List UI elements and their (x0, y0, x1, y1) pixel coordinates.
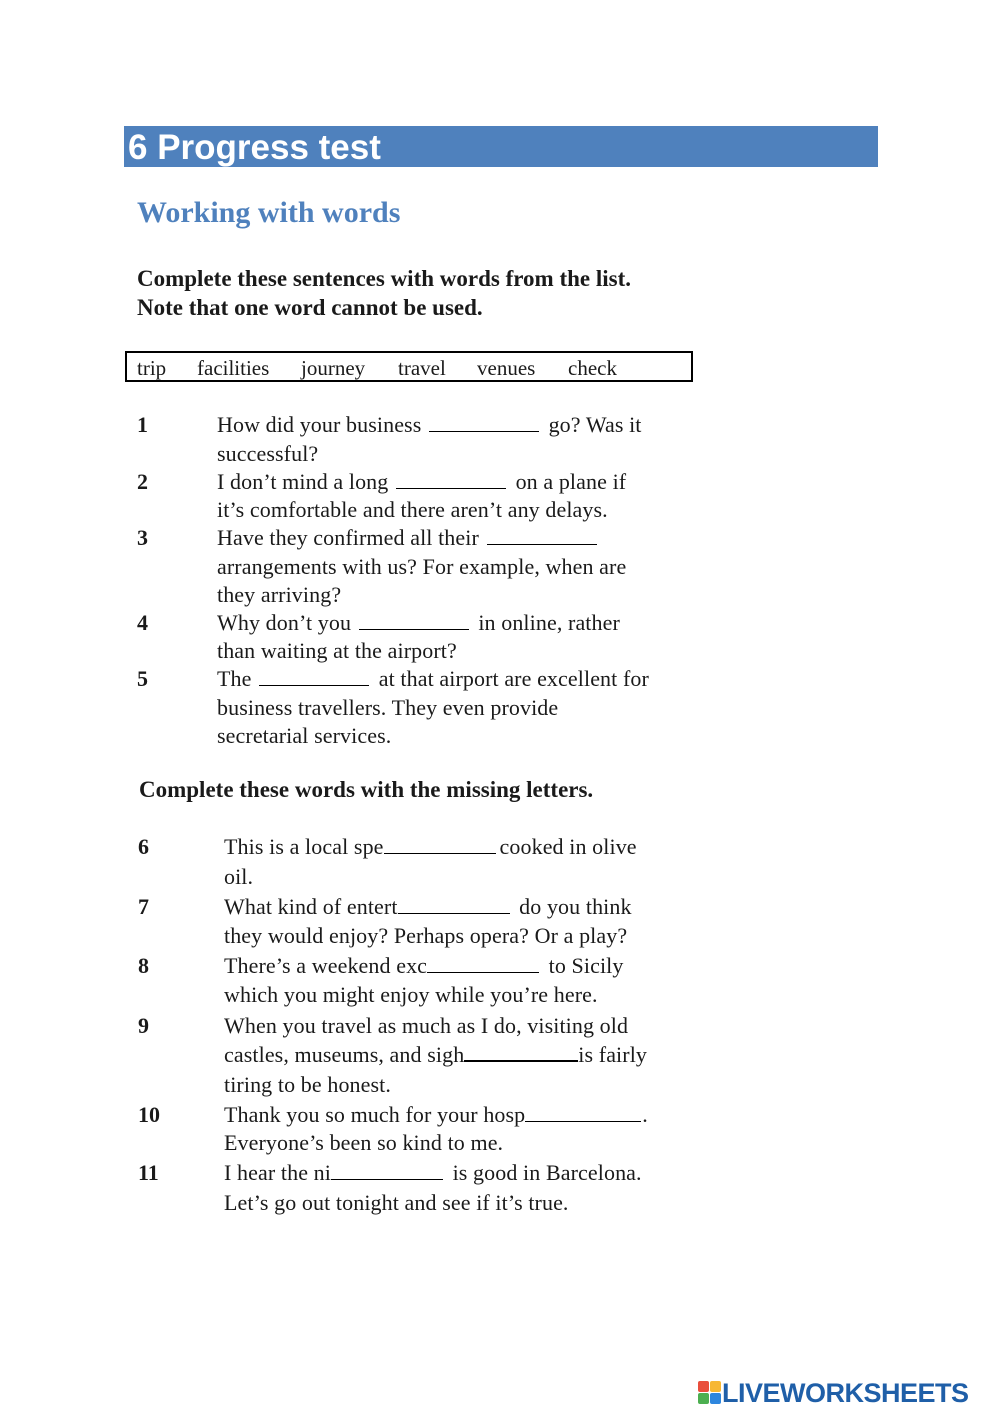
question-1-line-1 (217, 412, 642, 438)
question-9-line-2 (224, 1042, 647, 1068)
answer-blank-8[interactable] (427, 971, 539, 973)
question-2-line-1 (217, 469, 626, 495)
question-8-text-before: There’s a weekend exc (224, 953, 428, 978)
question-7-text-after: do you think (513, 894, 632, 919)
question-number-10: 10 (138, 1102, 160, 1127)
word-list-item: travel (398, 356, 446, 380)
question-9-line-1: When you travel as much as I do, visiting old (224, 1013, 629, 1038)
word-list-item: journey (301, 356, 366, 380)
question-2-line-2: it’s comfortable and there aren’t any delays. (217, 497, 608, 522)
title-bar (124, 126, 878, 167)
question-7-text-before: What kind of entert (224, 894, 398, 919)
question-6-text-before: This is a local spe (224, 834, 384, 859)
question-11-line-1 (224, 1160, 642, 1186)
question-5-line-2: business travellers. They even provide (217, 695, 559, 720)
question-9-line-3: tiring to be honest. (224, 1072, 391, 1097)
question-11-text-before: I hear the ni (224, 1160, 331, 1185)
page-title: 6 Progress test (128, 128, 381, 167)
word-list-item: facilities (197, 356, 270, 380)
question-8-line-1 (224, 953, 624, 979)
answer-blank-1[interactable] (429, 430, 539, 432)
question-2-text-after: on a plane if (509, 469, 627, 494)
question-4-text-after: in online, rather (472, 610, 620, 635)
question-number-4: 4 (137, 610, 148, 635)
question-5-text-before: The (217, 666, 258, 691)
question-5-line-3: secretarial services. (217, 723, 392, 748)
question-number-11: 11 (138, 1160, 159, 1185)
instruction-1-line-1: Complete these sentences with words from the list. (137, 266, 631, 291)
question-1-text-before: How did your business (217, 412, 427, 437)
question-number-3: 3 (137, 525, 148, 550)
question-5-text-after: at that airport are excellent for (373, 666, 649, 691)
question-9-text-before: castles, museums, and sigh (224, 1042, 465, 1067)
instruction-1-line-2: Note that one word cannot be used. (137, 295, 483, 320)
word-list-box (125, 351, 693, 382)
question-4-line-2: than waiting at the airport? (217, 638, 457, 663)
question-10-line-2: Everyone’s been so kind to me. (224, 1130, 504, 1155)
question-7-line-1 (224, 894, 632, 920)
word-list-item: trip (137, 356, 167, 380)
question-4-line-1 (217, 610, 620, 636)
question-8-text-after: to Sicily (543, 953, 624, 978)
question-number-8: 8 (138, 953, 149, 978)
question-10-text-before: Thank you so much for your hosp (224, 1102, 526, 1127)
question-number-1: 1 (137, 412, 148, 437)
question-6-line-2: oil. (224, 864, 254, 889)
question-6-text-after: cooked in olive (499, 834, 637, 859)
question-number-5: 5 (137, 666, 148, 691)
question-11-text-after: is good in Barcelona. (446, 1160, 642, 1185)
liveworksheets-logo[interactable] (698, 1378, 994, 1408)
answer-blank-9[interactable] (464, 1059, 578, 1062)
answer-blank-7[interactable] (398, 912, 510, 914)
question-3-line-1 (217, 525, 601, 551)
answer-blank-3[interactable] (487, 543, 597, 545)
question-number-6: 6 (138, 834, 149, 859)
question-9-text-after: is fairly (578, 1042, 648, 1067)
question-1-line-2: successful? (217, 441, 319, 466)
answer-blank-6[interactable] (384, 852, 496, 854)
question-8-line-2: which you might enjoy while you’re here. (224, 982, 598, 1007)
question-5-line-1 (217, 666, 649, 692)
question-4-text-before: Why don’t you (217, 610, 357, 635)
section-heading: Working with words (137, 196, 401, 229)
question-6-line-1 (224, 834, 637, 860)
question-number-2: 2 (137, 469, 148, 494)
question-3-text-before: Have they confirmed all their (217, 525, 485, 550)
answer-blank-5[interactable] (259, 684, 369, 686)
word-list-item: check (568, 356, 617, 380)
question-10-text-after: . (642, 1102, 648, 1127)
answer-blank-4[interactable] (359, 628, 469, 630)
liveworksheets-logo-icon (698, 1381, 722, 1405)
question-1-text-after: go? Was it (542, 412, 642, 437)
question-2-text-before: I don’t mind a long (217, 469, 394, 494)
answer-blank-10[interactable] (525, 1120, 641, 1122)
word-list-item: venues (477, 356, 536, 380)
question-10-line-1 (224, 1102, 648, 1128)
question-number-9: 9 (138, 1013, 149, 1038)
question-number-7: 7 (138, 894, 149, 919)
question-3-line-3: they arriving? (217, 582, 342, 607)
answer-blank-2[interactable] (396, 487, 506, 489)
question-11-line-2: Let’s go out tonight and see if it’s true. (224, 1190, 569, 1215)
question-3-line-2: arrangements with us? For example, when are (217, 554, 627, 579)
question-7-line-2: they would enjoy? Perhaps opera? Or a play? (224, 923, 628, 948)
answer-blank-11[interactable] (331, 1178, 443, 1180)
instruction-2: Complete these words with the missing letters. (139, 777, 594, 802)
liveworksheets-logo-text: LIVEWORKSHEETS (722, 1378, 969, 1408)
